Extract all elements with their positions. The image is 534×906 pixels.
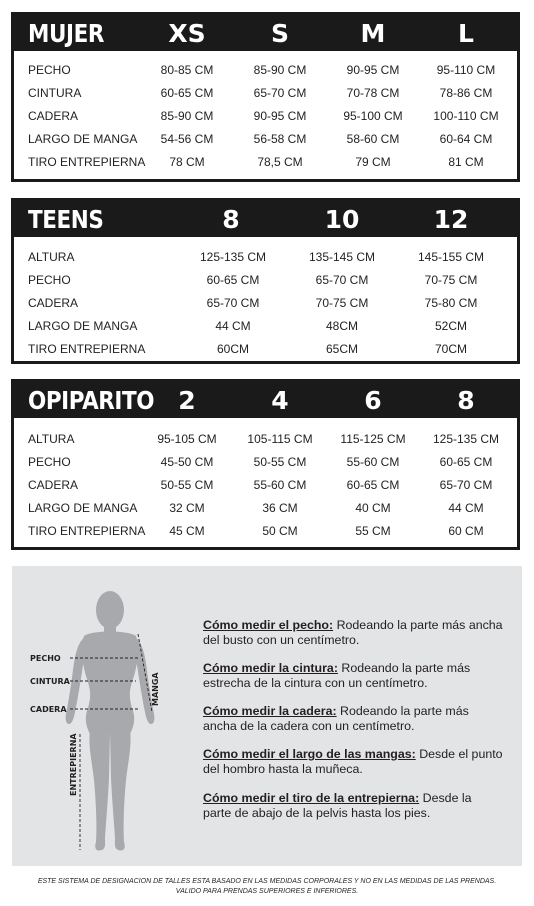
size-header: L	[458, 19, 474, 48]
cell-value: 65-70 CM	[315, 273, 369, 287]
size-header: 10	[324, 205, 360, 234]
cell-value: 50-55 CM	[253, 455, 307, 469]
table-row	[14, 474, 517, 497]
cell-value: 90-95 CM	[253, 109, 307, 123]
row-label: LARGO DE MANGA	[28, 501, 138, 515]
cell-value: 55-60 CM	[253, 478, 307, 492]
instruction-title: Cómo medir el largo de las mangas:	[203, 747, 416, 761]
figure-label-cadera: CADERA	[30, 705, 67, 714]
cell-value: 60-65 CM	[206, 273, 260, 287]
cell-value: 48CM	[325, 319, 358, 333]
cell-value: 80-85 CM	[160, 63, 214, 77]
instruction-text: Rodeando la parte más estrecha de la cintura con un centímetro.	[203, 661, 471, 690]
instruction-text: Rodeando la parte más ancha del busto con un centímetro.	[203, 618, 503, 647]
cell-value: 75-80 CM	[424, 296, 478, 310]
figure-label-manga: MANGA	[151, 672, 160, 706]
cell-value: 60-65 CM	[160, 86, 214, 100]
instruction-title: Cómo medir la cintura:	[203, 661, 338, 675]
table-row	[14, 59, 517, 82]
instruction-inseam	[203, 791, 503, 821]
size-header: 12	[433, 205, 469, 234]
cell-value: 60-64 CM	[439, 132, 493, 146]
cell-value: 85-90 CM	[160, 109, 214, 123]
row-label: CADERA	[28, 109, 79, 123]
instruction-hip	[203, 704, 503, 734]
row-label: PECHO	[28, 455, 71, 469]
row-label: CADERA	[28, 478, 79, 492]
table-header	[14, 15, 517, 51]
cell-value: 79 CM	[355, 155, 391, 169]
size-header: 8	[457, 386, 475, 415]
cell-value: 65-70 CM	[206, 296, 260, 310]
table-row	[14, 451, 517, 474]
table-row	[14, 292, 517, 315]
cell-value: 70CM	[434, 342, 467, 356]
row-label: CADERA	[28, 296, 79, 310]
table-row	[14, 269, 517, 292]
cell-value: 60 CM	[448, 524, 484, 538]
table-row	[14, 315, 517, 338]
table-title: OPIPARITO	[28, 386, 155, 415]
row-label: PECHO	[28, 273, 71, 287]
row-label: TIRO ENTREPIERNA	[28, 524, 146, 538]
row-label: LARGO DE MANGA	[28, 319, 138, 333]
table-row	[14, 338, 517, 361]
figure-label-entrepierna: ENTREPIERNA	[69, 733, 78, 796]
cell-value: 60CM	[216, 342, 249, 356]
size-header: 8	[222, 205, 240, 234]
cell-value: 52CM	[434, 319, 467, 333]
table-row	[14, 428, 517, 451]
footnote-line-2: VALIDO PARA PRENDAS SUPERIORES E INFERIORES.	[175, 888, 359, 895]
cell-value: 58-60 CM	[346, 132, 400, 146]
table-row	[14, 82, 517, 105]
footnote-line-1: ESTE SISTEMA DE DESIGNACION DE TALLES ESTA BASADO EN LAS MEDIDAS CORPORALES Y NO EN LAS MEDIDAS DE LAS PRENDAS.	[37, 878, 497, 885]
row-label: ALTURA	[28, 250, 75, 264]
cell-value: 135-145 CM	[308, 250, 376, 264]
cell-value: 70-75 CM	[315, 296, 369, 310]
size-header: 2	[178, 386, 196, 415]
cell-value: 70-75 CM	[424, 273, 478, 287]
cell-value: 81 CM	[448, 155, 484, 169]
row-label: CINTURA	[28, 86, 82, 100]
cell-value: 65CM	[325, 342, 358, 356]
body-silhouette	[66, 591, 155, 851]
size-table-teens	[11, 198, 520, 364]
table-title: MUJER	[28, 19, 104, 48]
cell-value: 44 CM	[448, 501, 484, 515]
row-label: PECHO	[28, 63, 71, 77]
cell-value: 55 CM	[355, 524, 391, 538]
size-table-mujer	[11, 12, 520, 182]
body-silhouette-figure	[12, 566, 202, 866]
size-header: 4	[271, 386, 289, 415]
cell-value: 95-110 CM	[436, 63, 496, 77]
cell-value: 40 CM	[355, 501, 391, 515]
row-label: ALTURA	[28, 432, 75, 446]
instruction-title: Cómo medir la cadera:	[203, 704, 337, 718]
table-header	[14, 201, 517, 237]
table-row	[14, 128, 517, 151]
instruction-title: Cómo medir el tiro de la entrepierna:	[203, 791, 420, 805]
table-header	[14, 382, 517, 418]
cell-value: 95-100 CM	[343, 109, 403, 123]
instruction-chest	[203, 618, 503, 648]
cell-value: 78-86 CM	[439, 86, 493, 100]
instruction-text: Rodeando la parte más ancha de la cadera con un centímetro.	[203, 704, 469, 733]
cell-value: 65-70 CM	[253, 86, 307, 100]
cell-value: 45-50 CM	[160, 455, 214, 469]
cell-value: 50-55 CM	[160, 478, 214, 492]
instruction-waist	[203, 661, 503, 691]
cell-value: 56-58 CM	[253, 132, 307, 146]
cell-value: 36 CM	[262, 501, 298, 515]
instruction-sleeve	[203, 747, 503, 777]
cell-value: 78,5 CM	[257, 155, 303, 169]
cell-value: 45 CM	[169, 524, 205, 538]
size-header: 6	[364, 386, 382, 415]
table-row	[14, 151, 517, 174]
table-row	[14, 246, 517, 269]
cell-value: 50 CM	[262, 524, 298, 538]
cell-value: 54-56 CM	[160, 132, 214, 146]
table-row	[14, 105, 517, 128]
cell-value: 65-70 CM	[439, 478, 493, 492]
row-label: LARGO DE MANGA	[28, 132, 138, 146]
cell-value: 145-155 CM	[417, 250, 485, 264]
size-header: XS	[168, 19, 206, 48]
figure-label-pecho: PECHO	[30, 654, 61, 663]
figure-label-cintura: CINTURA	[30, 677, 70, 686]
cell-value: 32 CM	[169, 501, 205, 515]
size-table-opiparito	[11, 379, 520, 550]
cell-value: 115-125 CM	[340, 432, 406, 446]
measurement-guide	[12, 566, 522, 866]
cell-value: 60-65 CM	[346, 478, 400, 492]
cell-value: 125-135 CM	[432, 432, 500, 446]
size-header: M	[360, 19, 386, 48]
row-label: TIRO ENTREPIERNA	[28, 155, 146, 169]
table-title: TEENS	[28, 205, 104, 234]
cell-value: 85-90 CM	[253, 63, 307, 77]
cell-value: 55-60 CM	[346, 455, 400, 469]
instruction-text: Desde la parte de abajo de la pelvis hasta los pies.	[203, 791, 472, 820]
cell-value: 78 CM	[169, 155, 205, 169]
cell-value: 70-78 CM	[346, 86, 400, 100]
instruction-text: Desde el punto del hombro hasta la muñeca.	[203, 747, 503, 776]
row-label: TIRO ENTREPIERNA	[28, 342, 146, 356]
cell-value: 100-110 CM	[433, 109, 499, 123]
cell-value: 105-115 CM	[247, 432, 313, 446]
instruction-title: Cómo medir el pecho:	[203, 618, 334, 632]
table-row	[14, 497, 517, 520]
cell-value: 60-65 CM	[439, 455, 493, 469]
cell-value: 125-135 CM	[199, 250, 267, 264]
table-row	[14, 520, 517, 543]
cell-value: 44 CM	[215, 319, 251, 333]
cell-value: 90-95 CM	[346, 63, 400, 77]
size-header: S	[270, 19, 289, 48]
cell-value: 95-105 CM	[157, 432, 217, 446]
